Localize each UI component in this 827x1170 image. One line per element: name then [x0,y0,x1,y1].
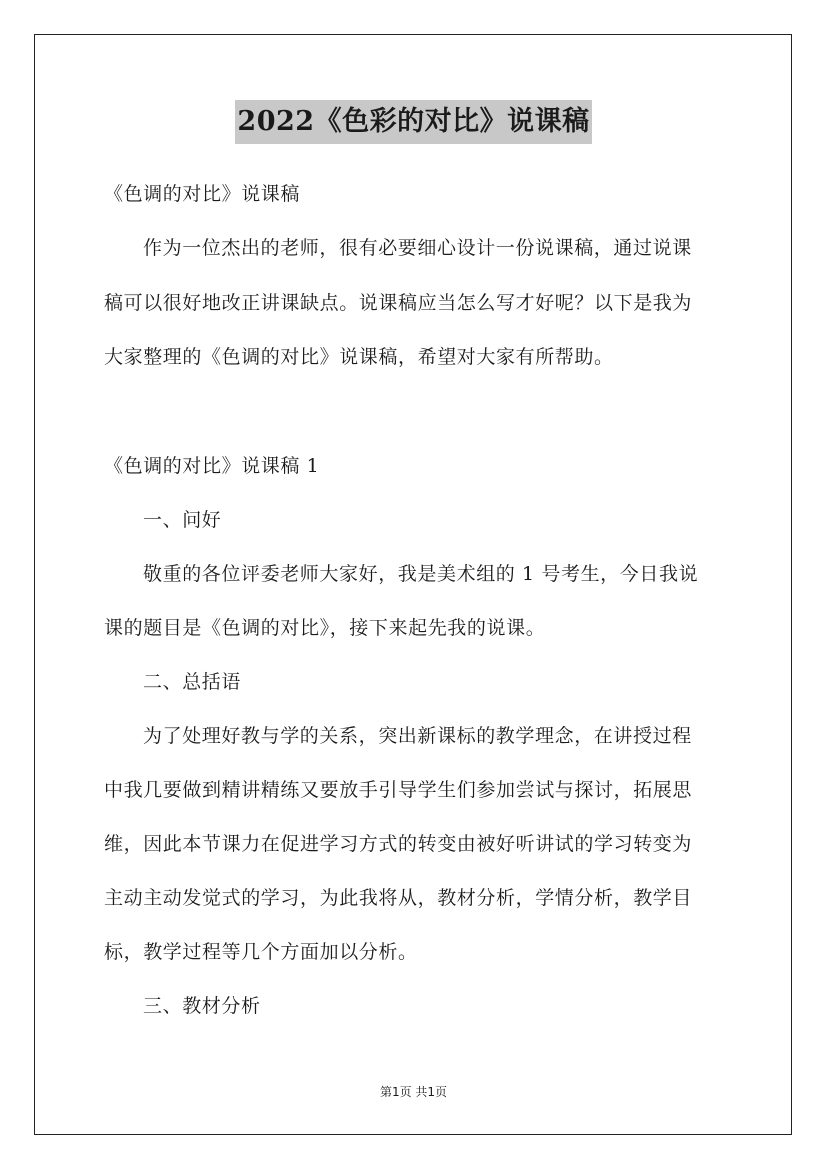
summary-line-3: 维，因此本节课力在促进学习方式的转变由被好听讲试的学习转变为 [104,833,693,855]
summary-line-4: 主动主动发觉式的学习，为此我将从，教材分析，学情分析，教学目 [104,887,693,909]
subtitle: 《色调的对比》说课稿 [104,183,301,205]
intro-line-1: 作为一位杰出的老师，很有必要细心设计一份说课稿，通过说课 [143,237,692,259]
greeting-line-1: 敬重的各位评委老师大家好，我是美术组的 1 号考生，今日我说 [143,563,699,585]
document-title: 2022《色彩的对比》说课稿 [235,100,591,144]
summary-line-2: 中我几要做到精讲精练又要放手引导学生们参加尝试与探讨，拓展思 [104,779,693,801]
heading-summary: 二、总括语 [143,671,242,693]
page-footer: 第1页 共1页 [379,1085,448,1099]
summary-line-1: 为了处理好教与学的关系，突出新课标的教学理念，在讲授过程 [143,725,692,747]
section-heading: 《色调的对比》说课稿 1 [104,455,320,477]
title-container [0,100,827,144]
intro-line-2: 稿可以很好地改正讲课缺点。说课稿应当怎么写才好呢？以下是我为 [104,292,693,314]
heading-textbook-analysis: 三、教材分析 [143,995,261,1017]
intro-line-3: 大家整理的《色调的对比》说课稿，希望对大家有所帮助。 [104,346,614,368]
summary-line-5: 标，教学过程等几个方面加以分析。 [104,941,418,963]
greeting-line-2: 课的题目是《色调的对比》，接下来起先我的说课。 [104,617,546,639]
heading-greeting: 一、问好 [143,509,222,531]
